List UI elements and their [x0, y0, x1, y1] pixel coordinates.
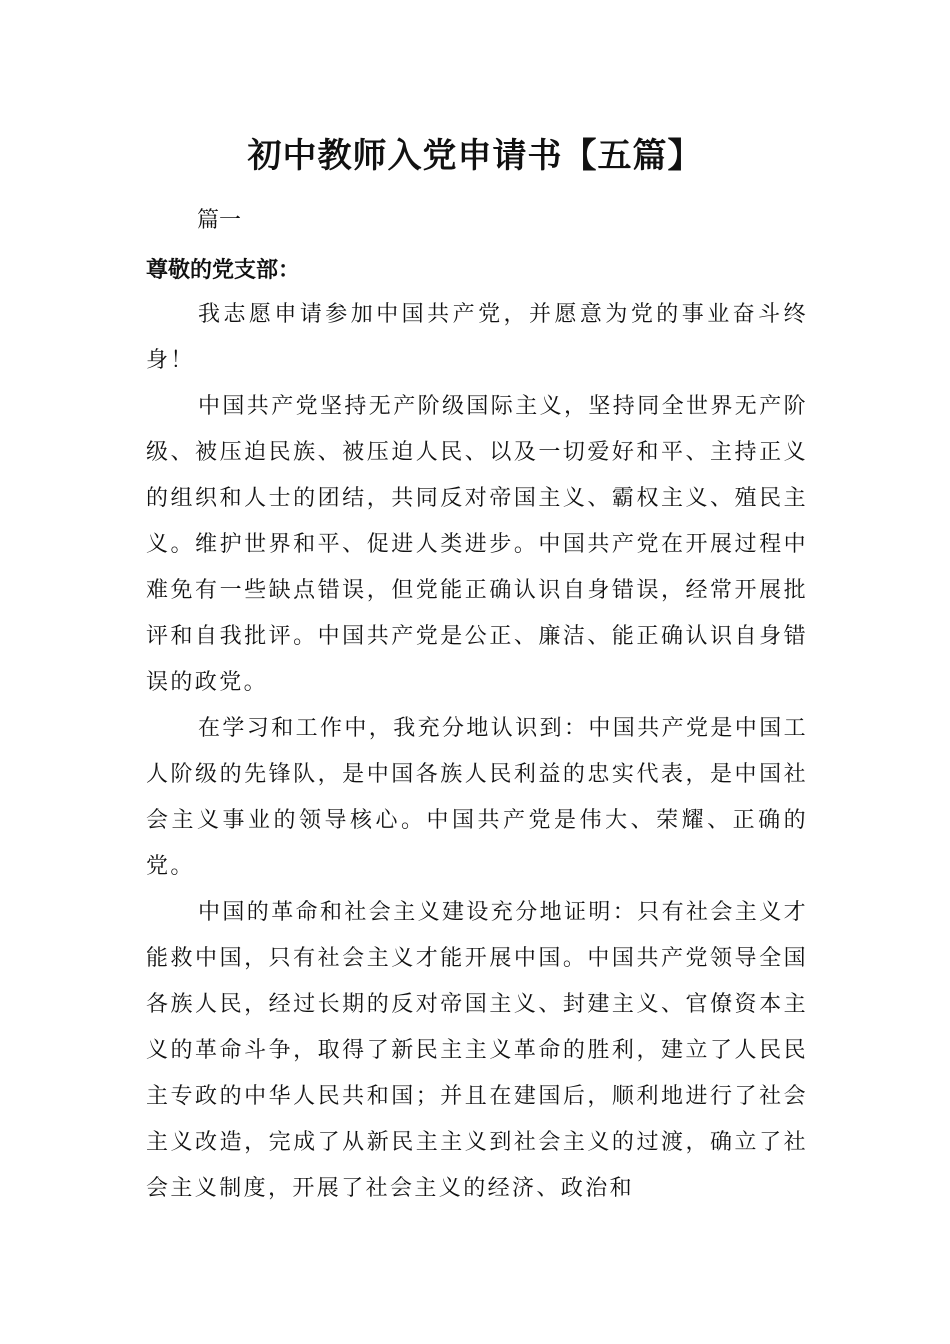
paragraph-3: 在学习和工作中，我充分地认识到：中国共产党是中国工人阶级的先锋队，是中国各族人民利益的忠实代表，是中国社会主义事业的领导核心。中国共产党是伟大、荣耀、正确的党。 [146, 716, 809, 879]
document-body [146, 292, 808, 1212]
salutation: 尊敬的党支部： [146, 257, 301, 283]
paragraph-4: 中国的革命和社会主义建设充分地证明：只有社会主义才能救中国，只有社会主义才能开展中国。中国共产党领导全国各族人民，经过长期的反对帝国主义、封建主义、官僚资本主义的革命斗争，取得了新民主主义革命的胜利，建立了人民民主专政的中华人民共和国；并且在建国后，顺利地进行了社会主义改造，完成了从新民主主义到社会主义的过渡，确立了社会主义制度，开展了社会主义的经济、政治和 [146, 900, 809, 1201]
page-title: 初中教师入党申请书【五篇】 [247, 136, 703, 176]
paragraph-1: 我志愿申请参加中国共产党，并愿意为党的事业奋斗终身！ [146, 302, 808, 373]
paragraph-2: 中国共产党坚持无产阶级国际主义，坚持同全世界无产阶级、被压迫民族、被压迫人民、以及一切爱好和平、主持正义的组织和人士的团结，共同反对帝国主义、霸权主义、殖民主义。维护世界和平、促进人类进步。中国共产党在开展过程中难免有一些缺点错误，但党能正确认识自身错误，经常开展批评和自我批评。中国共产党是公正、廉洁、能正确认识自身错误的政党。 [146, 394, 809, 695]
section-label: 篇一 [197, 208, 242, 233]
